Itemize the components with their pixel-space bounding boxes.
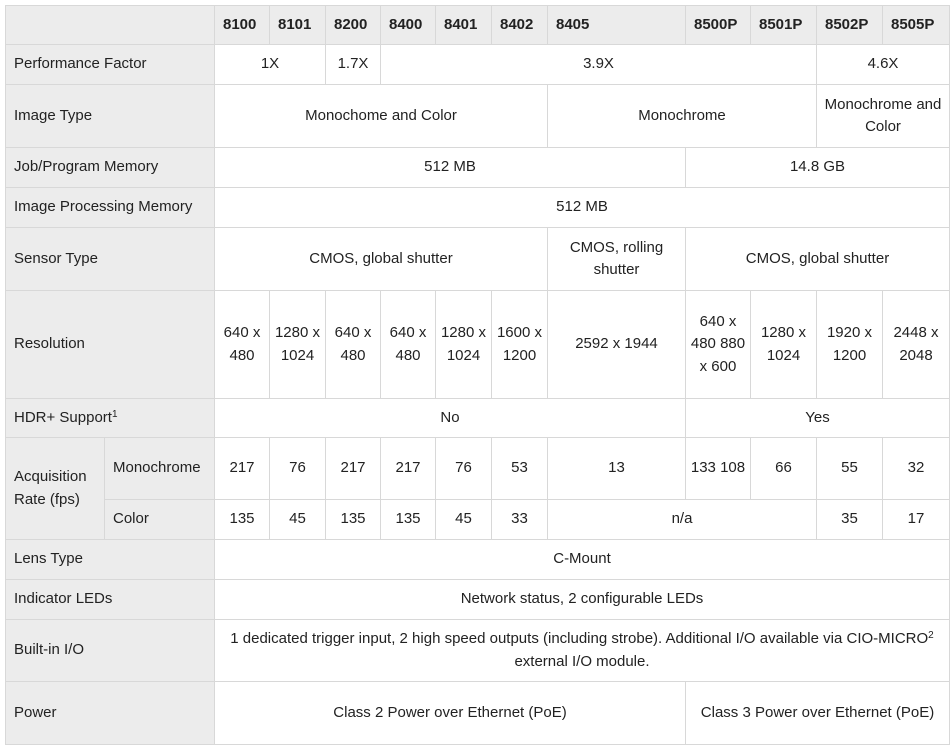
cell: CMOS, global shutter — [215, 228, 548, 291]
cell: n/a — [548, 500, 817, 540]
io-text-end: external I/O module. — [514, 652, 650, 670]
cell: 135 — [381, 500, 436, 540]
cell: 135 — [326, 500, 381, 540]
row-label: Job/Program Memory — [6, 148, 215, 188]
row-label: Lens Type — [6, 540, 215, 580]
model-header: 8405 — [548, 6, 686, 45]
sub-label: Monochrome — [105, 438, 215, 500]
model-header: 8505P — [883, 6, 950, 45]
cell: 2448 x 2048 — [883, 291, 950, 399]
cell: 1600 x 1200 — [492, 291, 548, 399]
cell: 640 x 480 880 x 600 — [686, 291, 751, 399]
cell: 13 — [548, 438, 686, 500]
spec-table — [5, 5, 950, 745]
power-row — [6, 682, 950, 745]
sub-label: Color — [105, 500, 215, 540]
row-label: Image Processing Memory — [6, 188, 215, 228]
leds-row — [6, 580, 950, 620]
model-header: 8501P — [751, 6, 817, 45]
row-label: Built-in I/O — [6, 620, 215, 682]
cell: 45 — [270, 500, 326, 540]
resolution-row — [6, 291, 950, 399]
ip-memory-row — [6, 188, 950, 228]
model-header: 8100 — [215, 6, 270, 45]
cell — [215, 620, 950, 682]
cell: 512 MB — [215, 148, 686, 188]
model-header: 8502P — [817, 6, 883, 45]
header-corner — [6, 6, 215, 45]
model-header: 8101 — [270, 6, 326, 45]
cell: 76 — [270, 438, 326, 500]
cell: 217 — [381, 438, 436, 500]
cell: 33 — [492, 500, 548, 540]
cell: 55 — [817, 438, 883, 500]
lens-row — [6, 540, 950, 580]
cell: 17 — [883, 500, 950, 540]
cell: 35 — [817, 500, 883, 540]
cell: CMOS, rolling shutter — [548, 228, 686, 291]
model-header: 8402 — [492, 6, 548, 45]
cell: 217 — [215, 438, 270, 500]
cell: 3.9X — [381, 45, 817, 85]
row-label: Indicator LEDs — [6, 580, 215, 620]
model-header: 8400 — [381, 6, 436, 45]
cell: CMOS, global shutter — [686, 228, 950, 291]
model-header: 8500P — [686, 6, 751, 45]
row-label: Resolution — [6, 291, 215, 399]
cell: 133 108 — [686, 438, 751, 500]
hdr-row — [6, 399, 950, 438]
cell: Monochrome — [548, 85, 817, 148]
cell: 32 — [883, 438, 950, 500]
image-type-row — [6, 85, 950, 148]
cell: 640 x 480 — [215, 291, 270, 399]
cell: 1.7X — [326, 45, 381, 85]
cell: 76 — [436, 438, 492, 500]
row-label — [6, 399, 215, 438]
cell: 53 — [492, 438, 548, 500]
row-label: Acquisition Rate (fps) — [6, 438, 105, 540]
cell: 1280 x 1024 — [751, 291, 817, 399]
cell: 66 — [751, 438, 817, 500]
cell: Class 2 Power over Ethernet (PoE) — [215, 682, 686, 745]
cell: 512 MB — [215, 188, 950, 228]
model-header: 8401 — [436, 6, 492, 45]
cell: 1X — [215, 45, 326, 85]
cell: No — [215, 399, 686, 438]
acquisition-mono-row — [6, 438, 950, 500]
cell: 1280 x 1024 — [436, 291, 492, 399]
cell: 640 x 480 — [381, 291, 436, 399]
cell: 1920 x 1200 — [817, 291, 883, 399]
footnote-marker: 2 — [928, 630, 934, 641]
cell: 2592 x 1944 — [548, 291, 686, 399]
acquisition-color-row — [6, 500, 950, 540]
sensor-row — [6, 228, 950, 291]
cell: 14.8 GB — [686, 148, 950, 188]
cell: Monochome and Color — [215, 85, 548, 148]
cell: C-Mount — [215, 540, 950, 580]
model-header: 8200 — [326, 6, 381, 45]
row-label: Image Type — [6, 85, 215, 148]
job-memory-row — [6, 148, 950, 188]
cell: 640 x 480 — [326, 291, 381, 399]
cell: 135 — [215, 500, 270, 540]
header-row — [6, 6, 950, 45]
row-label: Power — [6, 682, 215, 745]
cell: 4.6X — [817, 45, 950, 85]
footnote-marker: 1 — [111, 408, 118, 420]
row-label-text: HDR+ Support — [14, 408, 112, 426]
cell: 45 — [436, 500, 492, 540]
cell: 1280 x 1024 — [270, 291, 326, 399]
cell: Yes — [686, 399, 950, 438]
row-label: Sensor Type — [6, 228, 215, 291]
io-text: 1 dedicated trigger input, 2 high speed outputs (including strobe). Additional I/O available via CIO-MICRO — [230, 630, 929, 647]
cell: Monochrome and Color — [817, 85, 950, 148]
cell: 217 — [326, 438, 381, 500]
cell: Network status, 2 configurable LEDs — [215, 580, 950, 620]
io-row — [6, 620, 950, 682]
cell: Class 3 Power over Ethernet (PoE) — [686, 682, 950, 745]
row-label: Performance Factor — [6, 45, 215, 85]
performance-row — [6, 45, 950, 85]
